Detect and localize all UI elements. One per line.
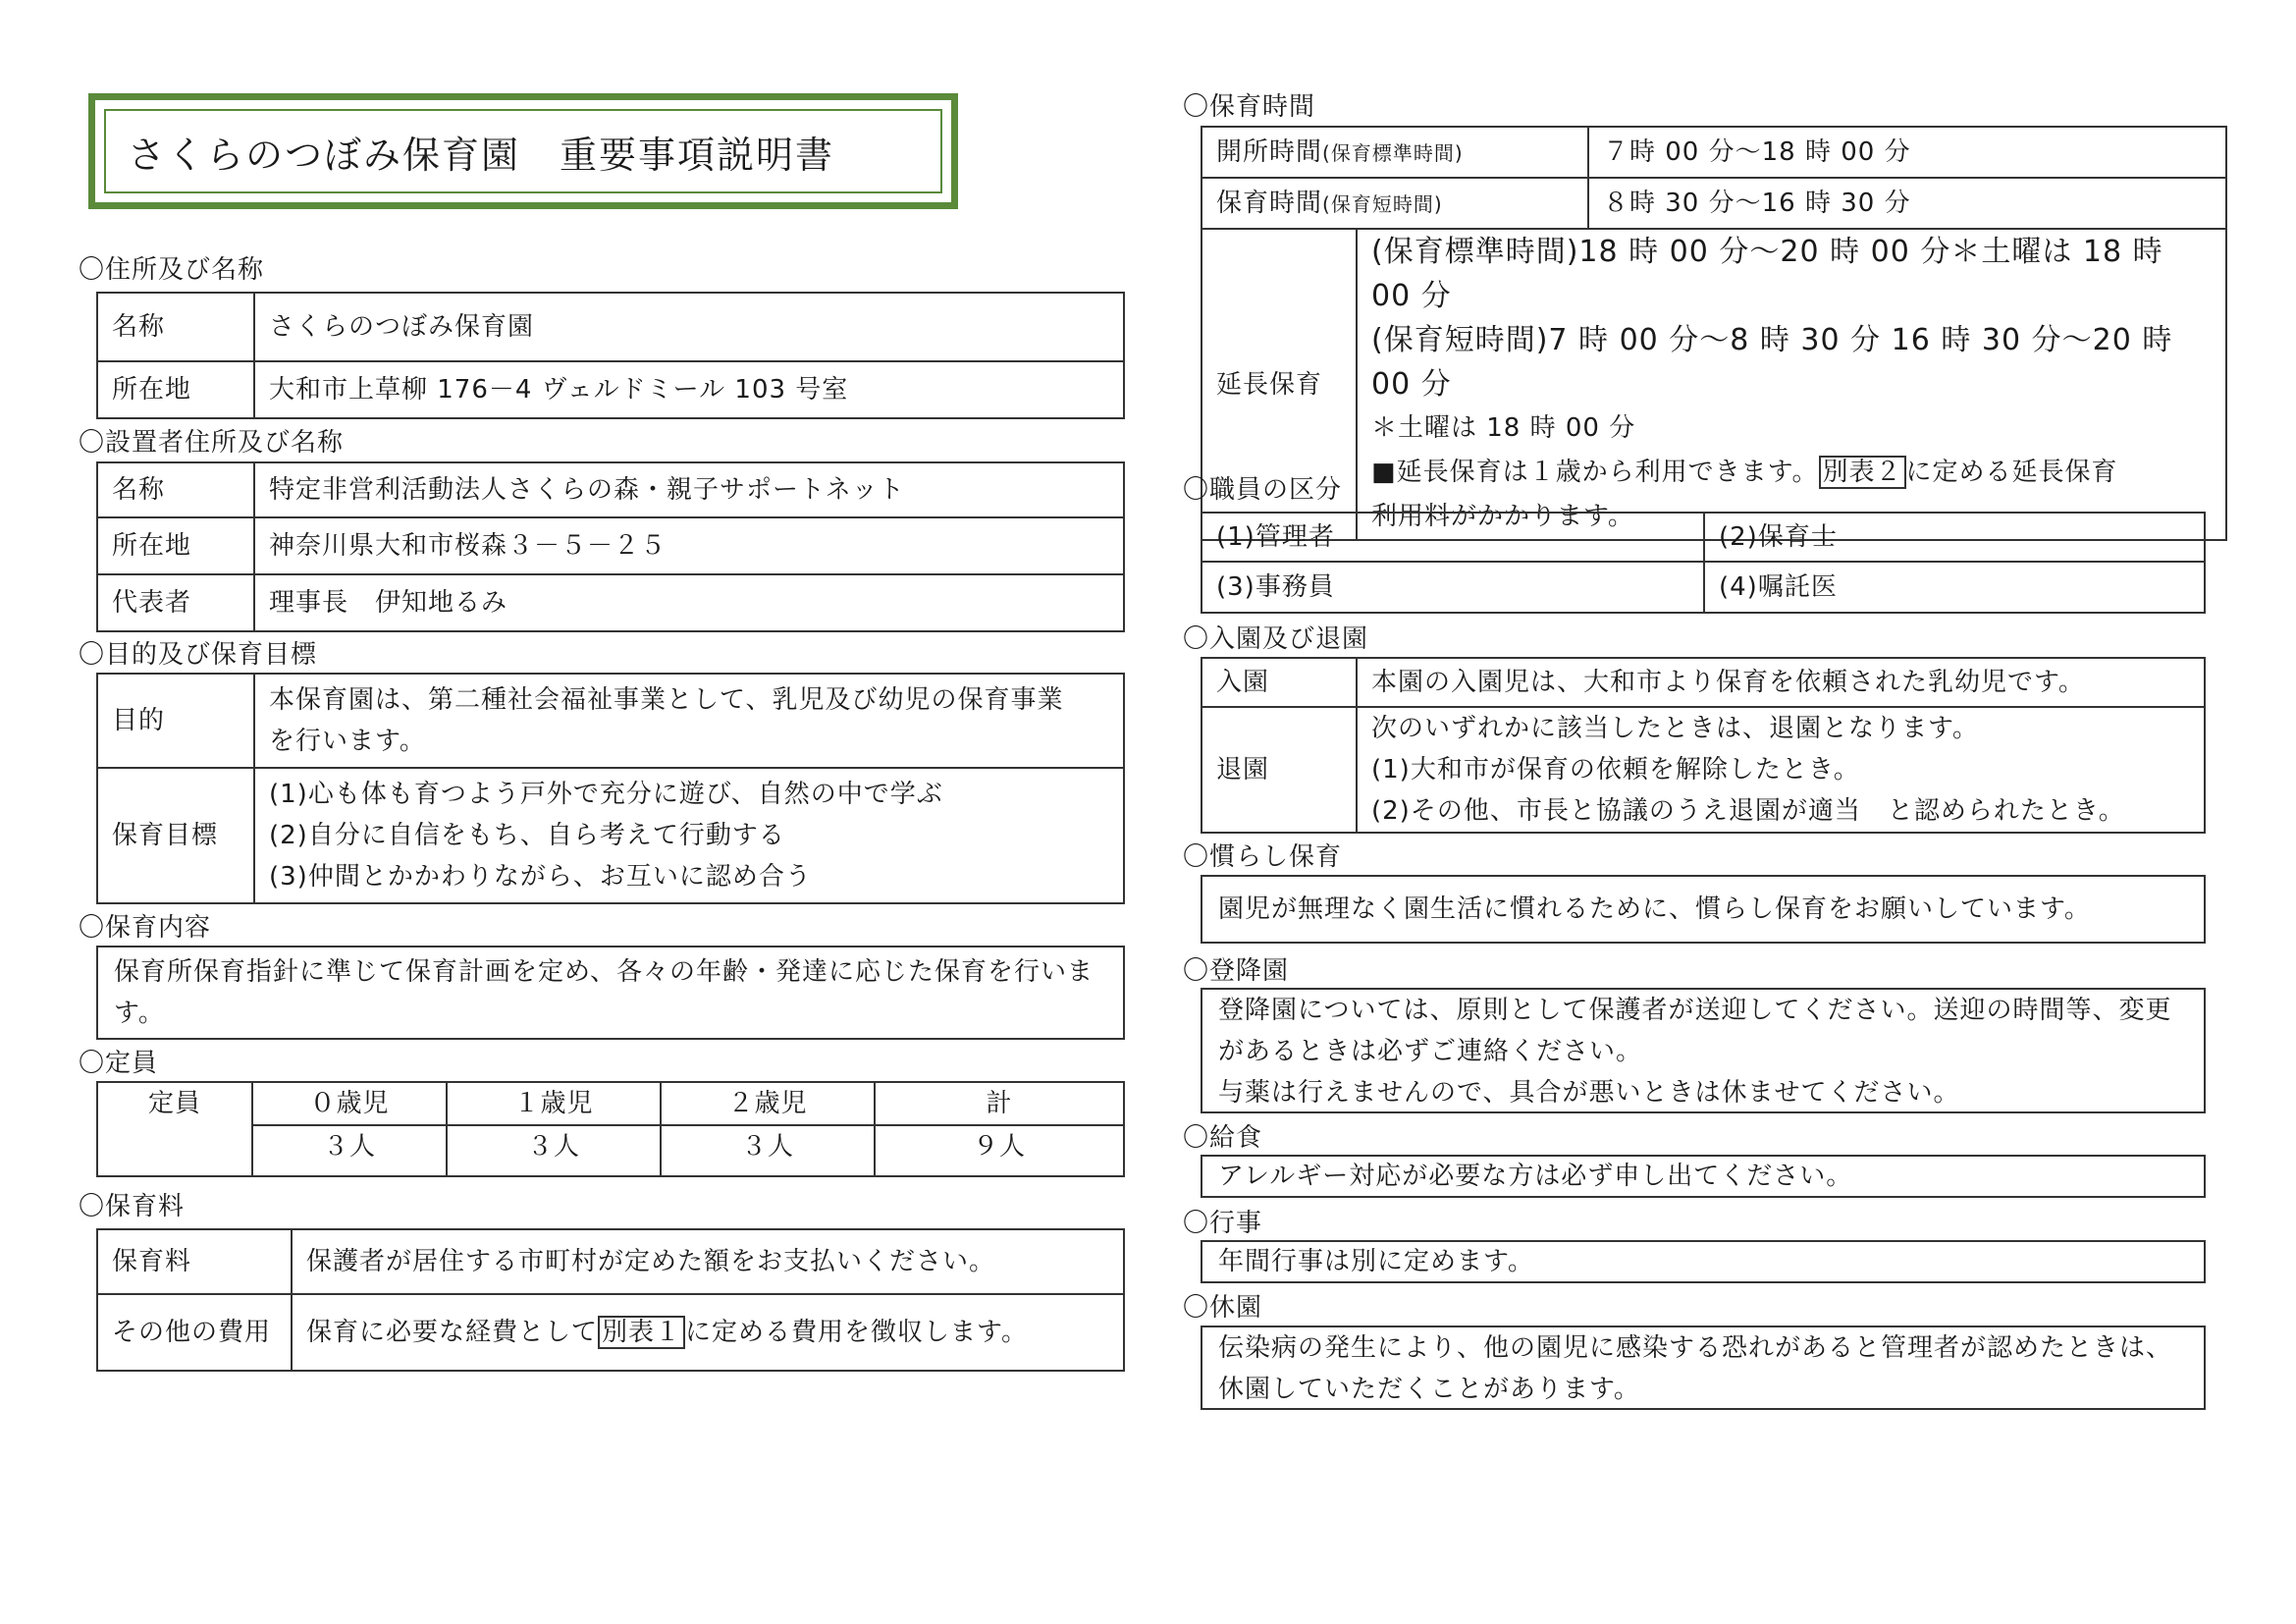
section-heading-meal: 〇給食 xyxy=(1183,1123,1263,1153)
open-hours-note: (保育標準時間) xyxy=(1322,140,1464,165)
table-row xyxy=(97,1229,1124,1294)
table-row xyxy=(1201,178,2226,229)
content-line-1: 保育所保育指針に準じて保育計画を定め、各々の年齢・発達に応じた保育を行いま xyxy=(114,957,1094,987)
staff-item: (1)管理者 xyxy=(1201,513,1704,562)
section-heading-address: 〇住所及び名称 xyxy=(79,255,265,285)
hours-table xyxy=(1201,126,2227,541)
section-heading-capacity: 〇定員 xyxy=(79,1049,159,1078)
extended-care-fee-pre: ■延長保育は１歳から利用できます。 xyxy=(1371,458,1819,487)
closure-line: 休園していただくことがあります。 xyxy=(1218,1375,1640,1404)
other-cost-text-pre: 保育に必要な経費として xyxy=(306,1318,599,1347)
section-heading-staff: 〇職員の区分 xyxy=(1183,475,1343,505)
capacity-column-header: １歳児 xyxy=(447,1082,661,1125)
founder-representative-label: 代表者 xyxy=(97,574,254,631)
table-row xyxy=(97,768,1124,903)
extended-care-fee-line xyxy=(1371,451,2212,495)
founder-representative-value: 理事長 伊知地るみ xyxy=(254,574,1124,631)
commute-line: があるときは必ずご連絡ください。 xyxy=(1218,1037,1643,1066)
staff-item: (4)嘱託医 xyxy=(1704,562,2205,613)
purpose-value xyxy=(254,674,1124,768)
open-hours-label-text: 開所時間 xyxy=(1216,136,1323,167)
other-cost-label: その他の費用 xyxy=(97,1294,292,1371)
goals-value xyxy=(254,768,1124,903)
other-cost-value xyxy=(292,1294,1124,1371)
capacity-label: 定員 xyxy=(97,1082,252,1176)
fee-label: 保育料 xyxy=(97,1229,292,1294)
section-heading-hours: 〇保育時間 xyxy=(1183,92,1316,122)
care-hours-label-text: 保育時間 xyxy=(1216,188,1323,218)
admission-label: 入園 xyxy=(1201,658,1357,707)
goals-label: 保育目標 xyxy=(97,768,254,903)
content-box xyxy=(96,946,1125,1040)
staff-item: (3)事務員 xyxy=(1201,562,1704,613)
withdrawal-label: 退園 xyxy=(1201,707,1357,833)
document-title: さくらのつぼみ保育園 重要事項説明書 xyxy=(104,109,942,193)
capacity-value: ３人 xyxy=(447,1125,661,1176)
table-row xyxy=(97,1294,1124,1371)
table-row xyxy=(97,361,1124,418)
address-name-value: さくらのつぼみ保育園 xyxy=(254,293,1124,361)
meal-text: アレルギー対応が必要な方は必ず申し出てください。 xyxy=(1218,1162,1853,1191)
section-heading-closure: 〇休園 xyxy=(1183,1293,1263,1323)
admission-table xyxy=(1201,657,2206,834)
commute-line: 登降園については、原則として保護者が送迎してください。送迎の時間等、変更 xyxy=(1218,996,2172,1025)
table-row xyxy=(1201,707,2205,833)
section-heading-commute: 〇登降園 xyxy=(1183,956,1290,986)
table-row xyxy=(1201,562,2205,613)
extended-care-fee-post: に定める延長保育 xyxy=(1905,458,2118,487)
section-heading-fee: 〇保育料 xyxy=(79,1192,186,1221)
table-row xyxy=(1201,513,2205,562)
events-text: 年間行事は別に定めます。 xyxy=(1218,1247,1534,1276)
capacity-column-header: 計 xyxy=(875,1082,1124,1125)
purpose-line-1: 本保育園は、第二種社会福祉事業として、乳児及び幼児の保育事業 xyxy=(269,685,1064,715)
capacity-column-header: ０歳児 xyxy=(252,1082,447,1125)
capacity-table xyxy=(96,1081,1125,1177)
open-hours-value: ７時 00 分～18 時 00 分 xyxy=(1588,127,2226,178)
commute-line: 与薬は行えませんので、具合が悪いときは休ませてください。 xyxy=(1218,1078,1960,1108)
address-location-label: 所在地 xyxy=(97,361,254,418)
care-hours-value: ８時 30 分～16 時 30 分 xyxy=(1588,178,2226,229)
withdrawal-line: (1)大和市が保育の依頼を解除したとき。 xyxy=(1371,755,1860,785)
extended-care-line: (保育標準時間)18 時 00 分～20 時 00 分＊土曜は 18 時 00 分 xyxy=(1371,235,2163,313)
address-name-label: 名称 xyxy=(97,293,254,361)
section-heading-admission: 〇入園及び退園 xyxy=(1183,624,1369,654)
capacity-value: ３人 xyxy=(661,1125,875,1176)
capacity-value: ３人 xyxy=(252,1125,447,1176)
adapt-box xyxy=(1201,875,2206,944)
table-row xyxy=(97,674,1124,768)
fee-value: 保護者が居住する市町村が定めた額をお支払いください。 xyxy=(292,1229,1124,1294)
table-row xyxy=(97,517,1124,574)
staff-item: (2)保育士 xyxy=(1704,513,2205,562)
section-heading-founder: 〇設置者住所及び名称 xyxy=(79,428,345,458)
table-row xyxy=(97,574,1124,631)
section-heading-content: 〇保育内容 xyxy=(79,913,212,943)
adapt-text: 園児が無理なく園生活に慣れるために、慣らし保育をお願いしています。 xyxy=(1218,894,2091,924)
withdrawal-line: (2)その他、市長と協議のうえ退園が適当 と認められたとき。 xyxy=(1371,796,2125,826)
commute-box xyxy=(1201,988,2206,1113)
purpose-line-2: を行います。 xyxy=(269,727,426,756)
address-location-value: 大和市上草柳 176－4 ヴェルドミール 103 号室 xyxy=(254,361,1124,418)
closure-line: 伝染病の発生により、他の園児に感染する恐れがあると管理者が認めたときは、 xyxy=(1218,1333,2173,1363)
extended-care-fee-last: 利用料がかかります。 xyxy=(1371,502,1634,531)
capacity-column-header: ２歳児 xyxy=(661,1082,875,1125)
withdrawal-line: 次のいずれかに該当したときは、退園となります。 xyxy=(1371,714,1979,743)
table-row xyxy=(97,1082,1124,1125)
appendix-2-ref: 別表２ xyxy=(1819,456,1906,489)
staff-table xyxy=(1201,512,2206,614)
care-hours-note: (保育短時間) xyxy=(1322,191,1443,216)
table-row xyxy=(97,462,1124,517)
address-table xyxy=(96,292,1125,419)
goal-item: (3)仲間とかかわりながら、お互いに認め合う xyxy=(269,862,812,892)
table-row xyxy=(1201,658,2205,707)
founder-table xyxy=(96,461,1125,632)
admission-value: 本園の入園児は、大和市より保育を依頼された乳幼児です。 xyxy=(1357,658,2205,707)
table-row xyxy=(97,293,1124,361)
founder-location-value: 神奈川県大和市桜森３－５－２５ xyxy=(254,517,1124,574)
open-hours-label xyxy=(1201,127,1588,178)
closure-box xyxy=(1201,1326,2206,1410)
content-line-2: す。 xyxy=(114,999,165,1028)
extended-care-value xyxy=(1357,229,2226,540)
goal-item: (1)心も体も育つよう戸外で充分に遊び、自然の中で学ぶ xyxy=(269,780,943,809)
appendix-1-ref: 別表１ xyxy=(598,1316,685,1349)
goal-item: (2)自分に自信をもち、自ら考えて行動する xyxy=(269,821,785,850)
founder-name-label: 名称 xyxy=(97,462,254,517)
title-box xyxy=(88,93,958,209)
table-row xyxy=(1201,127,2226,178)
section-heading-adapt: 〇慣らし保育 xyxy=(1183,842,1343,872)
table-row xyxy=(1201,229,2226,540)
capacity-value: ９人 xyxy=(875,1125,1124,1176)
care-hours-label xyxy=(1201,178,1588,229)
extended-care-line: ＊土曜は 18 時 00 分 xyxy=(1371,413,1636,443)
meal-box xyxy=(1201,1155,2206,1198)
events-box xyxy=(1201,1240,2206,1283)
founder-location-label: 所在地 xyxy=(97,517,254,574)
purpose-table xyxy=(96,673,1125,904)
section-heading-events: 〇行事 xyxy=(1183,1209,1263,1238)
extended-care-label: 延長保育 xyxy=(1201,229,1357,540)
withdrawal-value xyxy=(1357,707,2205,833)
extended-care-line: (保育短時間)7 時 00 分～8 時 30 分 16 時 30 分～20 時 00 分 xyxy=(1371,323,2173,402)
purpose-label: 目的 xyxy=(97,674,254,768)
fee-table xyxy=(96,1228,1125,1372)
section-heading-purpose: 〇目的及び保育目標 xyxy=(79,640,318,670)
founder-name-value: 特定非営利活動法人さくらの森・親子サポートネット xyxy=(254,462,1124,517)
other-cost-text-post: に定める費用を徴収します。 xyxy=(685,1318,1028,1347)
